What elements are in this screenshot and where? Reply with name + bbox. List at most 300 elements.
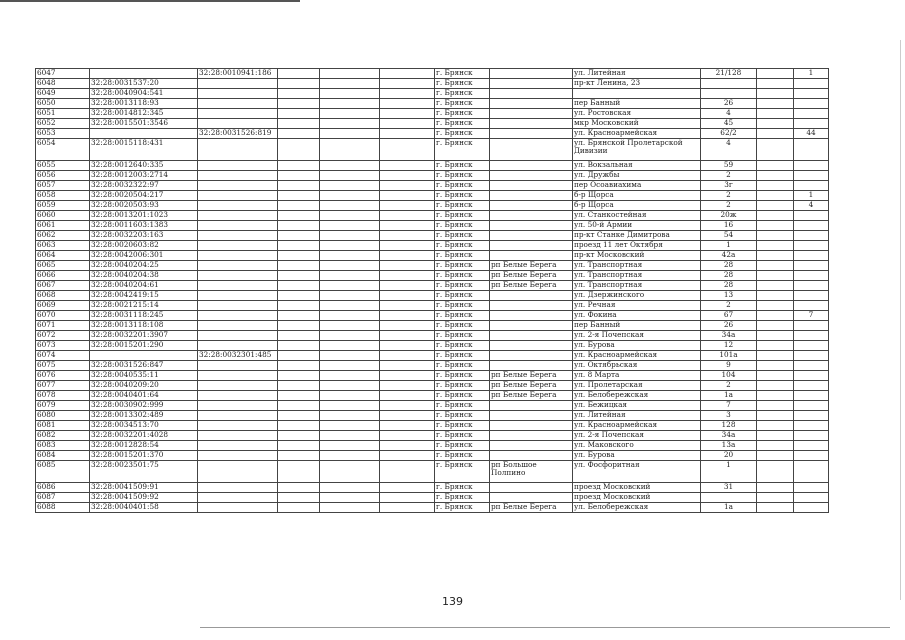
apartment-number-cell xyxy=(794,411,829,421)
related-cadastral-number-cell xyxy=(198,311,278,321)
settlement-cell: рп Белые Берега xyxy=(490,281,573,291)
settlement-cell xyxy=(490,191,573,201)
street-cell: ул. Транспортная xyxy=(573,271,701,281)
empty-cell xyxy=(380,351,435,361)
row-number-cell: 6064 xyxy=(36,251,90,261)
empty-cell xyxy=(380,291,435,301)
related-cadastral-number-cell xyxy=(198,281,278,291)
empty-cell xyxy=(380,441,435,451)
house-number-cell xyxy=(701,493,757,503)
table-row xyxy=(36,503,829,513)
row-number-cell: 6072 xyxy=(36,331,90,341)
extra-cell xyxy=(757,161,794,171)
street-cell: пр-кт Ленина, 23 xyxy=(573,79,701,89)
apartment-number-cell xyxy=(794,231,829,241)
table-row xyxy=(36,201,829,211)
table-row xyxy=(36,321,829,331)
apartment-number-cell xyxy=(794,301,829,311)
related-cadastral-number-cell xyxy=(198,291,278,301)
house-number-cell: 12 xyxy=(701,341,757,351)
settlement-cell xyxy=(490,161,573,171)
city-cell: г. Брянск xyxy=(435,351,490,361)
settlement-cell xyxy=(490,241,573,251)
row-number-cell: 6060 xyxy=(36,211,90,221)
row-number-cell: 6081 xyxy=(36,421,90,431)
empty-cell xyxy=(278,129,320,139)
house-number-cell: 34а xyxy=(701,431,757,441)
empty-cell xyxy=(278,391,320,401)
city-cell: г. Брянск xyxy=(435,401,490,411)
street-cell: б-р Щорса xyxy=(573,191,701,201)
street-cell: ул. Ростовская xyxy=(573,109,701,119)
settlement-cell: рп Белые Берега xyxy=(490,503,573,513)
empty-cell xyxy=(278,281,320,291)
related-cadastral-number-cell xyxy=(198,251,278,261)
empty-cell xyxy=(320,181,380,191)
apartment-number-cell xyxy=(794,401,829,411)
house-number-cell: 21/128 xyxy=(701,69,757,79)
house-number-cell: 101а xyxy=(701,351,757,361)
settlement-cell: рп Белые Берега xyxy=(490,261,573,271)
settlement-cell: рп Белые Берега xyxy=(490,381,573,391)
apartment-number-cell xyxy=(794,421,829,431)
empty-cell xyxy=(380,493,435,503)
empty-cell xyxy=(380,391,435,401)
empty-cell xyxy=(320,451,380,461)
city-cell: г. Брянск xyxy=(435,441,490,451)
cadastral-number-cell: 32:28:0015501:3546 xyxy=(90,119,198,129)
city-cell: г. Брянск xyxy=(435,291,490,301)
apartment-number-cell xyxy=(794,271,829,281)
apartment-number-cell xyxy=(794,99,829,109)
settlement-cell: рп Белые Берега xyxy=(490,391,573,401)
row-number-cell: 6071 xyxy=(36,321,90,331)
extra-cell xyxy=(757,211,794,221)
house-number-cell: 3 xyxy=(701,411,757,421)
empty-cell xyxy=(278,431,320,441)
row-number-cell: 6082 xyxy=(36,431,90,441)
empty-cell xyxy=(380,89,435,99)
apartment-number-cell xyxy=(794,291,829,301)
cadastral-number-cell: 32:28:0015201:370 xyxy=(90,451,198,461)
empty-cell xyxy=(380,181,435,191)
table-row xyxy=(36,99,829,109)
table-row xyxy=(36,391,829,401)
extra-cell xyxy=(757,361,794,371)
row-number-cell: 6078 xyxy=(36,391,90,401)
empty-cell xyxy=(278,191,320,201)
house-number-cell: 26 xyxy=(701,99,757,109)
empty-cell xyxy=(380,191,435,201)
empty-cell xyxy=(320,89,380,99)
empty-cell xyxy=(380,281,435,291)
empty-cell xyxy=(278,461,320,483)
cadastral-number-cell: 32:28:0031537:20 xyxy=(90,79,198,89)
empty-cell xyxy=(380,139,435,161)
related-cadastral-number-cell xyxy=(198,119,278,129)
empty-cell xyxy=(380,251,435,261)
settlement-cell xyxy=(490,211,573,221)
city-cell: г. Брянск xyxy=(435,331,490,341)
settlement-cell xyxy=(490,451,573,461)
house-number-cell: 1 xyxy=(701,461,757,483)
settlement-cell xyxy=(490,431,573,441)
empty-cell xyxy=(278,181,320,191)
table-row xyxy=(36,301,829,311)
apartment-number-cell xyxy=(794,241,829,251)
cadastral-number-cell: 32:28:0013118:108 xyxy=(90,321,198,331)
related-cadastral-number-cell xyxy=(198,79,278,89)
city-cell: г. Брянск xyxy=(435,483,490,493)
street-cell: пр-кт Московский xyxy=(573,251,701,261)
extra-cell xyxy=(757,381,794,391)
empty-cell xyxy=(320,231,380,241)
table-row xyxy=(36,181,829,191)
related-cadastral-number-cell xyxy=(198,391,278,401)
apartment-number-cell xyxy=(794,361,829,371)
city-cell: г. Брянск xyxy=(435,211,490,221)
scan-top-line xyxy=(0,0,300,2)
apartment-number-cell xyxy=(794,261,829,271)
street-cell: ул. Литейная xyxy=(573,411,701,421)
settlement-cell xyxy=(490,221,573,231)
related-cadastral-number-cell xyxy=(198,483,278,493)
empty-cell xyxy=(278,381,320,391)
house-number-cell: 128 xyxy=(701,421,757,431)
city-cell: г. Брянск xyxy=(435,221,490,231)
table-row xyxy=(36,461,829,483)
cadastral-number-cell: 32:28:0040401:64 xyxy=(90,391,198,401)
settlement-cell xyxy=(490,231,573,241)
city-cell: г. Брянск xyxy=(435,271,490,281)
empty-cell xyxy=(278,221,320,231)
house-number-cell: 2 xyxy=(701,201,757,211)
cadastral-number-cell: 32:28:0032322:97 xyxy=(90,181,198,191)
related-cadastral-number-cell xyxy=(198,361,278,371)
street-cell: ул. Бежицкая xyxy=(573,401,701,411)
empty-cell xyxy=(278,361,320,371)
cadastral-number-cell: 32:28:0040535:11 xyxy=(90,371,198,381)
cadastral-number-cell: 32:28:0040204:25 xyxy=(90,261,198,271)
apartment-number-cell xyxy=(794,89,829,99)
scan-right-mark xyxy=(900,40,901,600)
row-number-cell: 6065 xyxy=(36,261,90,271)
empty-cell xyxy=(320,441,380,451)
empty-cell xyxy=(278,271,320,281)
empty-cell xyxy=(278,109,320,119)
settlement-cell xyxy=(490,483,573,493)
extra-cell xyxy=(757,503,794,513)
street-cell: ул. Белобережская xyxy=(573,391,701,401)
street-cell: пер Банный xyxy=(573,321,701,331)
empty-cell xyxy=(320,201,380,211)
city-cell: г. Брянск xyxy=(435,493,490,503)
city-cell: г. Брянск xyxy=(435,301,490,311)
settlement-cell xyxy=(490,109,573,119)
empty-cell xyxy=(320,503,380,513)
city-cell: г. Брянск xyxy=(435,161,490,171)
related-cadastral-number-cell xyxy=(198,493,278,503)
apartment-number-cell xyxy=(794,221,829,231)
house-number-cell: 28 xyxy=(701,271,757,281)
cadastral-number-cell: 32:28:0042006:301 xyxy=(90,251,198,261)
house-number-cell: 2 xyxy=(701,171,757,181)
empty-cell xyxy=(380,99,435,109)
related-cadastral-number-cell xyxy=(198,401,278,411)
empty-cell xyxy=(320,161,380,171)
house-number-cell: 28 xyxy=(701,281,757,291)
street-cell: ул. Красноармейская xyxy=(573,129,701,139)
street-cell: ул. Транспортная xyxy=(573,281,701,291)
cadastral-number-cell: 32:28:0032201:4028 xyxy=(90,431,198,441)
empty-cell xyxy=(320,391,380,401)
settlement-cell: рп Белые Берега xyxy=(490,371,573,381)
settlement-cell: рп Большое Полпино xyxy=(490,461,573,483)
empty-cell xyxy=(380,109,435,119)
cadastral-number-cell: 32:28:0021215:14 xyxy=(90,301,198,311)
empty-cell xyxy=(320,241,380,251)
extra-cell xyxy=(757,271,794,281)
related-cadastral-number-cell xyxy=(198,161,278,171)
house-number-cell: 45 xyxy=(701,119,757,129)
house-number-cell: 16 xyxy=(701,221,757,231)
apartment-number-cell xyxy=(794,483,829,493)
extra-cell xyxy=(757,231,794,241)
empty-cell xyxy=(278,483,320,493)
extra-cell xyxy=(757,109,794,119)
table-row xyxy=(36,483,829,493)
empty-cell xyxy=(278,311,320,321)
settlement-cell: рп Белые Берега xyxy=(490,271,573,281)
cadastral-number-cell: 32:28:0013201:1023 xyxy=(90,211,198,221)
extra-cell xyxy=(757,241,794,251)
street-cell: ул. 8 Марта xyxy=(573,371,701,381)
table-row xyxy=(36,351,829,361)
extra-cell xyxy=(757,441,794,451)
row-number-cell: 6062 xyxy=(36,231,90,241)
row-number-cell: 6084 xyxy=(36,451,90,461)
empty-cell xyxy=(278,351,320,361)
street-cell: ул. Дзержинского xyxy=(573,291,701,301)
extra-cell xyxy=(757,89,794,99)
city-cell: г. Брянск xyxy=(435,391,490,401)
row-number-cell: 6075 xyxy=(36,361,90,371)
house-number-cell: 59 xyxy=(701,161,757,171)
apartment-number-cell xyxy=(794,211,829,221)
city-cell: г. Брянск xyxy=(435,99,490,109)
table-row xyxy=(36,171,829,181)
row-number-cell: 6050 xyxy=(36,99,90,109)
extra-cell xyxy=(757,391,794,401)
street-cell: ул. Вокзальная xyxy=(573,161,701,171)
empty-cell xyxy=(320,109,380,119)
related-cadastral-number-cell xyxy=(198,421,278,431)
related-cadastral-number-cell xyxy=(198,261,278,271)
empty-cell xyxy=(320,251,380,261)
extra-cell xyxy=(757,483,794,493)
cadastral-number-cell: 32:28:0011603:1383 xyxy=(90,221,198,231)
empty-cell xyxy=(380,381,435,391)
row-number-cell: 6068 xyxy=(36,291,90,301)
empty-cell xyxy=(320,371,380,381)
house-number-cell: 3г xyxy=(701,181,757,191)
street-cell: ул. Октябрьская xyxy=(573,361,701,371)
house-number-cell xyxy=(701,79,757,89)
city-cell: г. Брянск xyxy=(435,171,490,181)
table-row xyxy=(36,251,829,261)
apartment-number-cell xyxy=(794,493,829,503)
empty-cell xyxy=(278,99,320,109)
cadastral-number-cell: 32:28:0042419:15 xyxy=(90,291,198,301)
related-cadastral-number-cell: 32:28:0032301:485 xyxy=(198,351,278,361)
empty-cell xyxy=(278,119,320,129)
empty-cell xyxy=(320,261,380,271)
table-row xyxy=(36,281,829,291)
city-cell: г. Брянск xyxy=(435,371,490,381)
table-row xyxy=(36,431,829,441)
cadastral-number-cell: 32:28:0041509:92 xyxy=(90,493,198,503)
house-number-cell: 62/2 xyxy=(701,129,757,139)
apartment-number-cell xyxy=(794,139,829,161)
related-cadastral-number-cell xyxy=(198,181,278,191)
city-cell: г. Брянск xyxy=(435,139,490,161)
street-cell: ул. Литейная xyxy=(573,69,701,79)
table-row xyxy=(36,421,829,431)
related-cadastral-number-cell xyxy=(198,221,278,231)
empty-cell xyxy=(320,79,380,89)
apartment-number-cell xyxy=(794,381,829,391)
row-number-cell: 6080 xyxy=(36,411,90,421)
table-row xyxy=(36,109,829,119)
extra-cell xyxy=(757,431,794,441)
settlement-cell xyxy=(490,331,573,341)
row-number-cell: 6079 xyxy=(36,401,90,411)
table-row xyxy=(36,241,829,251)
city-cell: г. Брянск xyxy=(435,241,490,251)
table-row xyxy=(36,191,829,201)
empty-cell xyxy=(278,69,320,79)
cadastral-number-cell: 32:28:0014812:345 xyxy=(90,109,198,119)
apartment-number-cell xyxy=(794,461,829,483)
cadastral-number-cell: 32:28:0020504:217 xyxy=(90,191,198,201)
cadastral-number-cell: 32:28:0030902:999 xyxy=(90,401,198,411)
empty-cell xyxy=(320,291,380,301)
settlement-cell xyxy=(490,171,573,181)
related-cadastral-number-cell xyxy=(198,191,278,201)
row-number-cell: 6074 xyxy=(36,351,90,361)
row-number-cell: 6052 xyxy=(36,119,90,129)
settlement-cell xyxy=(490,311,573,321)
row-number-cell: 6063 xyxy=(36,241,90,251)
apartment-number-cell xyxy=(794,171,829,181)
related-cadastral-number-cell: 32:28:0031526:819 xyxy=(198,129,278,139)
empty-cell xyxy=(320,321,380,331)
related-cadastral-number-cell xyxy=(198,451,278,461)
empty-cell xyxy=(278,211,320,221)
settlement-cell xyxy=(490,99,573,109)
empty-cell xyxy=(320,461,380,483)
empty-cell xyxy=(320,99,380,109)
extra-cell xyxy=(757,69,794,79)
related-cadastral-number-cell xyxy=(198,461,278,483)
empty-cell xyxy=(320,401,380,411)
empty-cell xyxy=(380,221,435,231)
empty-cell xyxy=(380,401,435,411)
table-row xyxy=(36,311,829,321)
empty-cell xyxy=(380,161,435,171)
table-row xyxy=(36,291,829,301)
empty-cell xyxy=(278,171,320,181)
row-number-cell: 6077 xyxy=(36,381,90,391)
empty-cell xyxy=(380,69,435,79)
apartment-number-cell xyxy=(794,431,829,441)
empty-cell xyxy=(380,461,435,483)
apartment-number-cell xyxy=(794,109,829,119)
cadastral-number-cell: 32:28:0015201:290 xyxy=(90,341,198,351)
city-cell: г. Брянск xyxy=(435,129,490,139)
house-number-cell: 1а xyxy=(701,503,757,513)
empty-cell xyxy=(320,171,380,181)
empty-cell xyxy=(278,371,320,381)
row-number-cell: 6066 xyxy=(36,271,90,281)
row-number-cell: 6058 xyxy=(36,191,90,201)
house-number-cell: 13а xyxy=(701,441,757,451)
cadastral-number-cell: 32:28:0034513:70 xyxy=(90,421,198,431)
registry-table xyxy=(35,68,829,513)
house-number-cell: 7 xyxy=(701,401,757,411)
empty-cell xyxy=(380,371,435,381)
empty-cell xyxy=(320,211,380,221)
empty-cell xyxy=(320,411,380,421)
house-number-cell: 2 xyxy=(701,191,757,201)
city-cell: г. Брянск xyxy=(435,119,490,129)
related-cadastral-number-cell xyxy=(198,201,278,211)
city-cell: г. Брянск xyxy=(435,411,490,421)
settlement-cell xyxy=(490,69,573,79)
empty-cell xyxy=(380,129,435,139)
empty-cell xyxy=(320,341,380,351)
apartment-number-cell xyxy=(794,181,829,191)
empty-cell xyxy=(278,401,320,411)
empty-cell xyxy=(320,431,380,441)
related-cadastral-number-cell xyxy=(198,503,278,513)
house-number-cell: 34а xyxy=(701,331,757,341)
city-cell: г. Брянск xyxy=(435,261,490,271)
related-cadastral-number-cell: 32:28:0010941:186 xyxy=(198,69,278,79)
city-cell: г. Брянск xyxy=(435,503,490,513)
extra-cell xyxy=(757,191,794,201)
empty-cell xyxy=(380,241,435,251)
empty-cell xyxy=(278,291,320,301)
row-number-cell: 6055 xyxy=(36,161,90,171)
table-row xyxy=(36,211,829,221)
extra-cell xyxy=(757,251,794,261)
table-row xyxy=(36,441,829,451)
street-cell: проезд Московский xyxy=(573,483,701,493)
related-cadastral-number-cell xyxy=(198,271,278,281)
empty-cell xyxy=(320,69,380,79)
empty-cell xyxy=(278,251,320,261)
extra-cell xyxy=(757,311,794,321)
registry-table-body xyxy=(36,69,829,513)
extra-cell xyxy=(757,401,794,411)
city-cell: г. Брянск xyxy=(435,381,490,391)
table-row xyxy=(36,129,829,139)
cadastral-number-cell: 32:28:0020503:93 xyxy=(90,201,198,211)
empty-cell xyxy=(278,139,320,161)
street-cell: ул. Брянской Пролетарской Дивизии xyxy=(573,139,701,161)
table-row xyxy=(36,89,829,99)
